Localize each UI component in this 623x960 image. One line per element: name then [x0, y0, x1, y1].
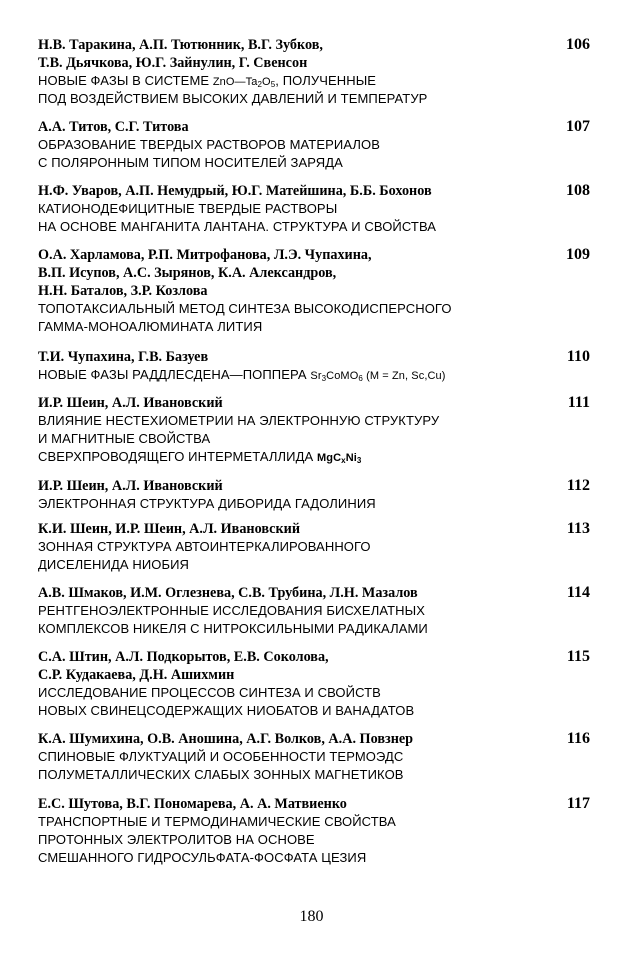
- title-text: , ПОЛУЧЕННЫЕ: [275, 73, 377, 88]
- formula-subscript: 5: [270, 80, 276, 89]
- entry-title: ОБРАЗОВАНИЕ ТВЕРДЫХ РАСТВОРОВ МАТЕРИАЛОВ: [38, 137, 380, 152]
- entry-title: ЗОННАЯ СТРУКТУРА АВТОИНТЕРКАЛИРОВАННОГО: [38, 539, 371, 554]
- entry-page-number: 117: [566, 795, 590, 812]
- entry-title: ТРАНСПОРТНЫЕ И ТЕРМОДИНАМИЧЕСКИЕ СВОЙСТВА: [38, 814, 396, 829]
- formula-part: Ni: [345, 452, 357, 464]
- chem-formula: [317, 452, 361, 464]
- entry-title: КАТИОНОДЕФИЦИТНЫЕ ТВЕРДЫЕ РАСТВОРЫ: [38, 201, 338, 216]
- entry-page-number: 107: [566, 118, 590, 135]
- entry-authors: Н.В. Таракина, А.П. Тютюнник, В.Г. Зубков,: [38, 37, 323, 53]
- entry-page-number: 112: [566, 477, 590, 494]
- entry-title: СМЕШАННОГО ГИДРОСУЛЬФАТА-ФОСФАТА ЦЕЗИЯ: [38, 850, 367, 865]
- chem-formula: [213, 76, 275, 88]
- entry-title: ПРОТОННЫХ ЭЛЕКТРОЛИТОВ НА ОСНОВЕ: [38, 832, 315, 847]
- entry-authors: Н.Н. Баталов, З.Р. Козлова: [38, 283, 208, 299]
- toc-entry: [38, 394, 590, 466]
- title-text: НОВЫЕ ФАЗЫ В СИСТЕМЕ: [38, 73, 213, 88]
- entry-title: ПОЛУМЕТАЛЛИЧЕСКИХ СЛАБЫХ ЗОННЫХ МАГНЕТИКОВ: [38, 767, 404, 782]
- toc-entry: [38, 584, 590, 638]
- entry-authors: И.Р. Шеин, А.Л. Ивановский: [38, 478, 223, 494]
- entry-authors: А.В. Шмаков, И.М. Оглезнева, С.В. Трубина, Л.Н. Мазалов: [38, 585, 418, 601]
- chem-formula: [310, 370, 445, 382]
- entry-title: [38, 366, 590, 384]
- entry-page-number: 113: [566, 520, 590, 537]
- entry-authors: С.А. Штин, А.Л. Подкорытов, Е.В. Соколова,: [38, 649, 329, 665]
- entry-title: ДИСЕЛЕНИДА НИОБИЯ: [38, 557, 190, 572]
- toc-entry: [38, 520, 590, 574]
- entry-authors: А.А. Титов, С.Г. Титова: [38, 119, 189, 135]
- entry-page-number: 111: [567, 394, 590, 411]
- entry-title: НОВЫХ СВИНЕЦСОДЕРЖАЩИХ НИОБАТОВ И ВАНАДАТОВ: [38, 703, 415, 718]
- entry-authors: Т.И. Чупахина, Г.В. Базуев: [38, 349, 209, 365]
- entry-title: И МАГНИТНЫЕ СВОЙСТВА: [38, 431, 211, 446]
- entry-title: ГАММА-МОНОАЛЮМИНАТА ЛИТИЯ: [38, 319, 263, 334]
- entry-authors: И.Р. Шеин, А.Л. Ивановский: [38, 395, 223, 411]
- formula-subscript: 6: [358, 374, 363, 383]
- page-number: 180: [299, 908, 324, 925]
- toc-entry: [38, 730, 590, 784]
- entry-title: [38, 448, 590, 466]
- toc-entry: [38, 246, 590, 336]
- toc-entry: [38, 648, 590, 720]
- entry-authors: В.П. Исупов, А.С. Зырянов, К.А. Александров,: [38, 265, 337, 281]
- title-text: НОВЫЕ ФАЗЫ РАДДЛЕСДЕНА—ПОППЕРА: [38, 367, 311, 382]
- toc-entry: [38, 348, 590, 384]
- entry-title: ИССЛЕДОВАНИЕ ПРОЦЕССОВ СИНТЕЗА И СВОЙСТВ: [38, 685, 381, 700]
- formula-part: Sr: [310, 370, 322, 382]
- entry-title: ВЛИЯНИЕ НЕСТЕХИОМЕТРИИ НА ЭЛЕКТРОННУЮ СТРУКТУРУ: [38, 413, 440, 428]
- entry-title: ТОПОТАКСИАЛЬНЫЙ МЕТОД СИНТЕЗА ВЫСОКОДИСПЕРСНОГО: [38, 301, 452, 316]
- entry-page-number: 110: [566, 348, 590, 365]
- entry-authors: О.А. Харламова, Р.П. Митрофанова, Л.Э. Чупахина,: [38, 247, 372, 263]
- entry-title: ПОД ВОЗДЕЙСТВИЕМ ВЫСОКИХ ДАВЛЕНИЙ И ТЕМПЕРАТУР: [38, 91, 428, 106]
- formula-part: MgC: [317, 452, 342, 464]
- formula-subscript: x: [341, 456, 346, 465]
- entry-authors: Е.С. Шутова, В.Г. Пономарева, А. А. Матвиенко: [38, 796, 347, 812]
- entry-title: РЕНТГЕНОЭЛЕКТРОННЫЕ ИССЛЕДОВАНИЯ БИСХЕЛАТНЫХ: [38, 603, 425, 618]
- entry-page-number: 108: [566, 182, 590, 199]
- formula-part: (M = Zn, Sc,Cu): [362, 370, 446, 382]
- toc-entry: [38, 795, 590, 867]
- entry-page-number: 106: [566, 36, 590, 53]
- entry-page-number: 114: [566, 584, 590, 601]
- entry-page-number: 115: [566, 648, 590, 665]
- entry-authors: К.И. Шеин, И.Р. Шеин, А.Л. Ивановский: [38, 521, 300, 537]
- entry-authors: Т.В. Дьячкова, Ю.Г. Зайнулин, Г. Свенсон: [38, 55, 308, 71]
- entry-title: НА ОСНОВЕ МАНГАНИТА ЛАНТАНА. СТРУКТУРА И СВОЙСТВА: [38, 219, 437, 234]
- entry-page-number: 116: [566, 730, 590, 747]
- formula-subscript: 3: [321, 374, 327, 383]
- title-text: СВЕРХПРОВОДЯЩЕГО ИНТЕРМЕТАЛЛИДА: [38, 449, 318, 464]
- entry-title: КОМПЛЕКСОВ НИКЕЛЯ С НИТРОКСИЛЬНЫМИ РАДИКАЛАМИ: [38, 621, 428, 636]
- formula-part: ZnO—Ta: [212, 76, 258, 88]
- entry-authors: К.А. Шумихина, О.В. Аношина, А.Г. Волков, А.А. Повзнер: [38, 731, 414, 747]
- entry-title: СПИНОВЫЕ ФЛУКТУАЦИЙ И ОСОБЕННОСТИ ТЕРМОЭДС: [38, 749, 404, 764]
- entry-title: С ПОЛЯРОННЫМ ТИПОМ НОСИТЕЛЕЙ ЗАРЯДА: [38, 155, 343, 170]
- entry-title: [38, 72, 590, 90]
- toc-entry: [38, 477, 590, 513]
- toc-entry: [38, 182, 590, 236]
- toc-entry: [38, 36, 590, 108]
- formula-part: CoMO: [326, 370, 359, 382]
- entry-authors: Н.Ф. Уваров, А.П. Немудрый, Ю.Г. Матейшина, Б.Б. Бохонов: [38, 183, 432, 199]
- entry-authors: С.Р. Кудакаева, Д.Н. Ашихмин: [38, 667, 235, 683]
- formula-subscript: 3: [356, 456, 362, 465]
- toc-entry: [38, 118, 590, 172]
- entry-title: ЭЛЕКТРОННАЯ СТРУКТУРА ДИБОРИДА ГАДОЛИНИЯ: [38, 496, 376, 511]
- formula-part: O: [262, 76, 271, 88]
- formula-subscript: 2: [257, 80, 263, 89]
- entry-page-number: 109: [566, 246, 590, 263]
